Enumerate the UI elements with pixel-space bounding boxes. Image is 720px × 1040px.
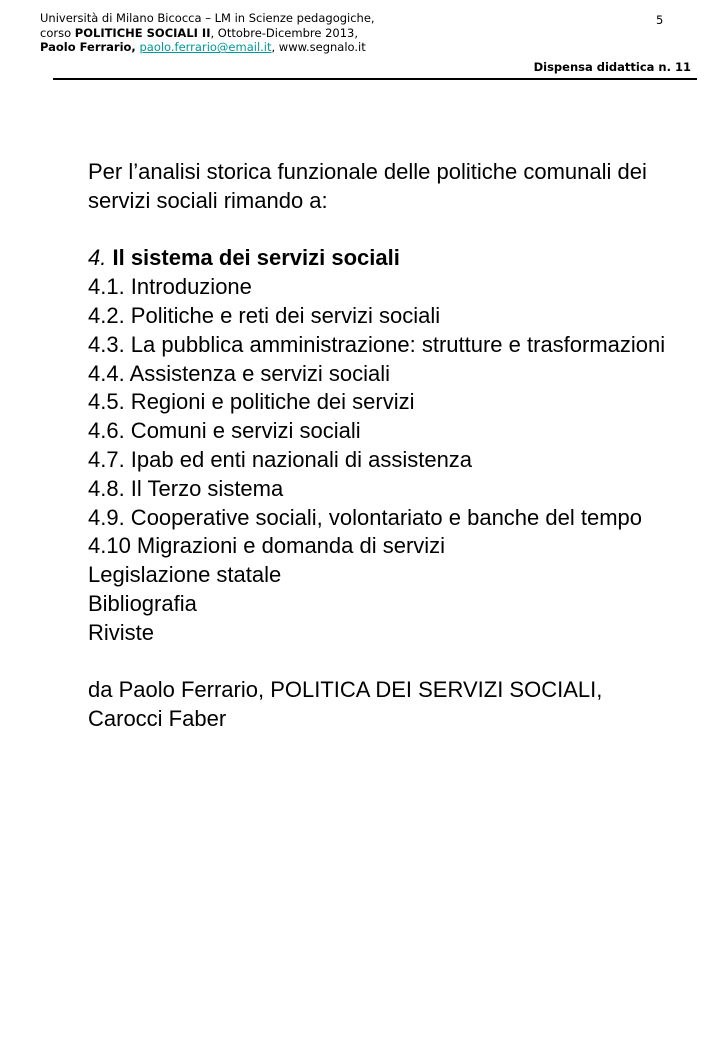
toc-list <box>88 273 666 647</box>
chapter-number: 4. <box>88 245 107 271</box>
course-suffix: , Ottobre-Dicembre 2013, <box>210 25 358 40</box>
toc-item: 4.10 Migrazioni e domanda di servizi <box>88 533 446 559</box>
email-link[interactable]: paolo.ferrario@email.it <box>139 40 272 55</box>
chapter-heading <box>88 244 666 273</box>
website-text: , www.segnalo.it <box>271 40 366 55</box>
header-line-author <box>40 40 375 55</box>
toc-item: 4.3. La pubblica amministrazione: strutture e trasformazioni <box>88 331 666 357</box>
toc-item: 4.2. Politiche e reti dei servizi sociali <box>88 302 441 328</box>
toc-item: 4.9. Cooperative sociali, volontariato e banche del tempo <box>88 504 643 530</box>
closing-paragraph: da Paolo Ferrario, POLITICA DEI SERVIZI SOCIALI, Carocci Faber <box>88 677 603 732</box>
chapter-title: Il sistema dei servizi sociali <box>112 245 400 271</box>
toc-item: Legislazione statale <box>88 562 282 588</box>
toc-item: 4.7. Ipab ed enti nazionali di assistenza <box>88 446 473 472</box>
course-prefix: corso <box>40 25 75 40</box>
toc-item: 4.6. Comuni e servizi sociali <box>88 418 361 444</box>
issue-label: Dispensa didattica n. 11 <box>533 60 691 74</box>
toc-item: Bibliografia <box>88 590 197 616</box>
header-rule <box>53 78 697 80</box>
toc-item: 4.8. Il Terzo sistema <box>88 475 284 501</box>
toc-item: Riviste <box>88 619 155 645</box>
document-body <box>88 158 666 734</box>
author-name: Paolo Ferrario, <box>40 40 136 55</box>
course-name: POLITICHE SOCIALI II <box>74 25 211 40</box>
toc-item: 4.4. Assistenza e servizi sociali <box>88 360 391 386</box>
header-line-university: Università di Milano Bicocca – LM in Scienze pedagogiche, <box>40 11 375 25</box>
toc-item: 4.5. Regioni e politiche dei servizi <box>88 389 415 415</box>
intro-paragraph: Per l’analisi storica funzionale delle politiche comunali dei servizi sociali rimando a: <box>88 159 647 213</box>
page-number: 5 <box>656 13 664 27</box>
header-line-course <box>40 26 375 41</box>
header-info <box>40 11 375 55</box>
toc-item: 4.1. Introduzione <box>88 274 252 300</box>
